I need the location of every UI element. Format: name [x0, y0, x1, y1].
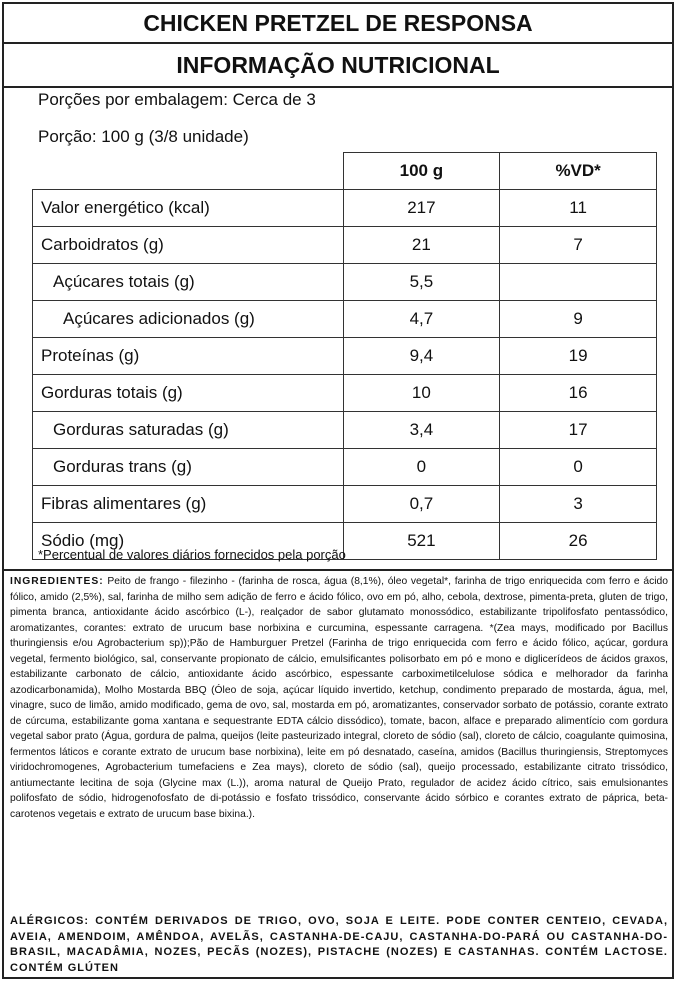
- divider: [4, 569, 672, 571]
- nutrient-name: Gorduras trans (g): [33, 449, 344, 486]
- nutrient-dv: 19: [500, 338, 657, 375]
- allergens: ALÉRGICOS: CONTÉM DERIVADOS DE TRIGO, OVO, SOJA E LEITE. PODE CONTER CENTEIO, CEVADA, AVEIA, AMENDOIM, AMÊNDOA, AVELÃS, CASTANHA-DE-CAJU, CASTANHA-DO-PARÁ OU CASTANHA-DO-BRASIL, MACADÂMIA, NOZES, PECÃS (NOZES), PISTACHE (NOZES) E CASTANHAS. CONTÉM LACTOSE. CONTÉM GLÚTEN: [10, 915, 668, 974]
- table-row: [33, 412, 657, 449]
- table-row: [33, 190, 657, 227]
- nutrient-dv: 0: [500, 449, 657, 486]
- table-row: [33, 486, 657, 523]
- table-row: [33, 301, 657, 338]
- nutrient-name: Carboidratos (g): [33, 227, 344, 264]
- nutrient-name: Gorduras totais (g): [33, 375, 344, 412]
- nutrient-name: Gorduras saturadas (g): [33, 412, 344, 449]
- nutrient-name: Proteínas (g): [33, 338, 344, 375]
- table-row: [33, 338, 657, 375]
- table-header-blank: [33, 153, 344, 190]
- nutrient-amount: 217: [343, 190, 500, 227]
- nutrient-name: Açúcares totais (g): [33, 264, 344, 301]
- nutrient-dv: 9: [500, 301, 657, 338]
- nutrient-amount: 521: [343, 523, 500, 560]
- nutrient-amount: 9,4: [343, 338, 500, 375]
- nutrient-amount: 0: [343, 449, 500, 486]
- nutrient-name: Açúcares adicionados (g): [33, 301, 344, 338]
- serving-size: Porção: 100 g (3/8 unidade): [38, 127, 249, 146]
- ingredients-label: INGREDIENTES:: [10, 576, 104, 587]
- nutrient-amount: 3,4: [343, 412, 500, 449]
- table-header-row: [33, 153, 657, 190]
- table-row: [33, 227, 657, 264]
- ingredients-text: Peito de frango - filezinho - (farinha de rosca, água (8,1%), óleo vegetal*, farinha de trigo enriquecida com ferro e ácido fólico, amido (2,5%), sal, farinha de milho sem adição de ferro e ácido fólico, ovo em pó, alho, cebola, dextrose, pimenta-preta, gluten de trigo, pimenta branca, antioxidante ácido ascórbico (L-), realçador de sabor glutamato monossódico, estabilizante tripolifosfato pentassódico, aromatizantes, corantes: extrato de urucum base norbixina e curcumina, espessante carragena. *(Zea mays, modificado por Bacillus thuringiensis e/ou Agrobacterium sp));Pão de Hamburguer Pretzel (Farinha de trigo enriquecida com ferro e ácido fólico, açúcar, gordura vegetal, fermento biológico, sal, conservante propionato de cálcio, emulsificantes polisorbato em pó e mono e diglicerídeos de ácidos graxos, estabilizante carbonato de cálcio, antioxidante ácido ascórbico, espessante carboximetilcelulose sódica e melhorador da farinha azodicarbonamida), Molho Mostarda BBQ (Óleo de soja, açúcar líquido invertido, ketchup, condimento preparado de mostarda, água, mel, vinagre, suco de limão, amido modificado, gema de ovo, sal, mostarda em pó, aromatizantes, conservador sorbato de potássio, corante extrato de cúrcuma, estabilizante goma xantana e sequestrante EDTA cálcio dissódico), tomate, bacon, alface e preparado alimentício com gordura vegetal sabor prato (Água, gordura de palma, queijos (leite pasteurizado integral, cloreto de sódio (sal), cloreto de cálcio, coagulante quimosina, fermentos láticos e corante extrato de urucum base norbixina), leite em pó desnatado, caseína, amidos (Bacillus thuringiensis, Streptomyces viridochromogenes, Agrobacterium tumefaciens e Zea mays), cloreto de sódio (sal), queijo processado, estabilizante citrato trissódico, antiumectante lecitina de soja (Glycine max (L.)), aroma natural de Queijo Prato, regulador de acidez ácido cítrico, sais emulsionantes polifosfato de sódio, hidrogenofosfato de di-potássio e fosfato trissódico, conservante ácido sórbico e corantes extrato de páprica, beta-carotenos vegetais e extrato de urucum base bixina.).: [10, 576, 668, 820]
- column-header-dv: %VD*: [500, 153, 657, 190]
- nutrient-dv: 17: [500, 412, 657, 449]
- nutrient-name: Valor energético (kcal): [33, 190, 344, 227]
- nutrient-dv: 26: [500, 523, 657, 560]
- nutrient-amount: 4,7: [343, 301, 500, 338]
- label-title: INFORMAÇÃO NUTRICIONAL: [4, 44, 672, 88]
- table-row: [33, 264, 657, 301]
- nutrient-dv: 7: [500, 227, 657, 264]
- nutrient-dv: 11: [500, 190, 657, 227]
- nutrient-name: Sódio (mg): [33, 523, 344, 560]
- nutrition-table: [32, 152, 657, 560]
- column-header-amount: 100 g: [343, 153, 500, 190]
- nutrient-amount: 21: [343, 227, 500, 264]
- table-row: [33, 375, 657, 412]
- nutrition-label: [2, 2, 674, 979]
- product-name: CHICKEN PRETZEL DE RESPONSA: [4, 4, 672, 44]
- footnote: *Percentual de valores diários fornecidos pela porção: [38, 547, 346, 562]
- nutrient-amount: 0,7: [343, 486, 500, 523]
- nutrient-dv: 16: [500, 375, 657, 412]
- nutrient-name: Fibras alimentares (g): [33, 486, 344, 523]
- nutrient-dv: [500, 264, 657, 301]
- table-row: [33, 449, 657, 486]
- ingredients: [10, 574, 668, 822]
- servings-per-package: Porções por embalagem: Cerca de 3: [38, 90, 316, 109]
- nutrient-amount: 5,5: [343, 264, 500, 301]
- nutrient-dv: 3: [500, 486, 657, 523]
- nutrient-amount: 10: [343, 375, 500, 412]
